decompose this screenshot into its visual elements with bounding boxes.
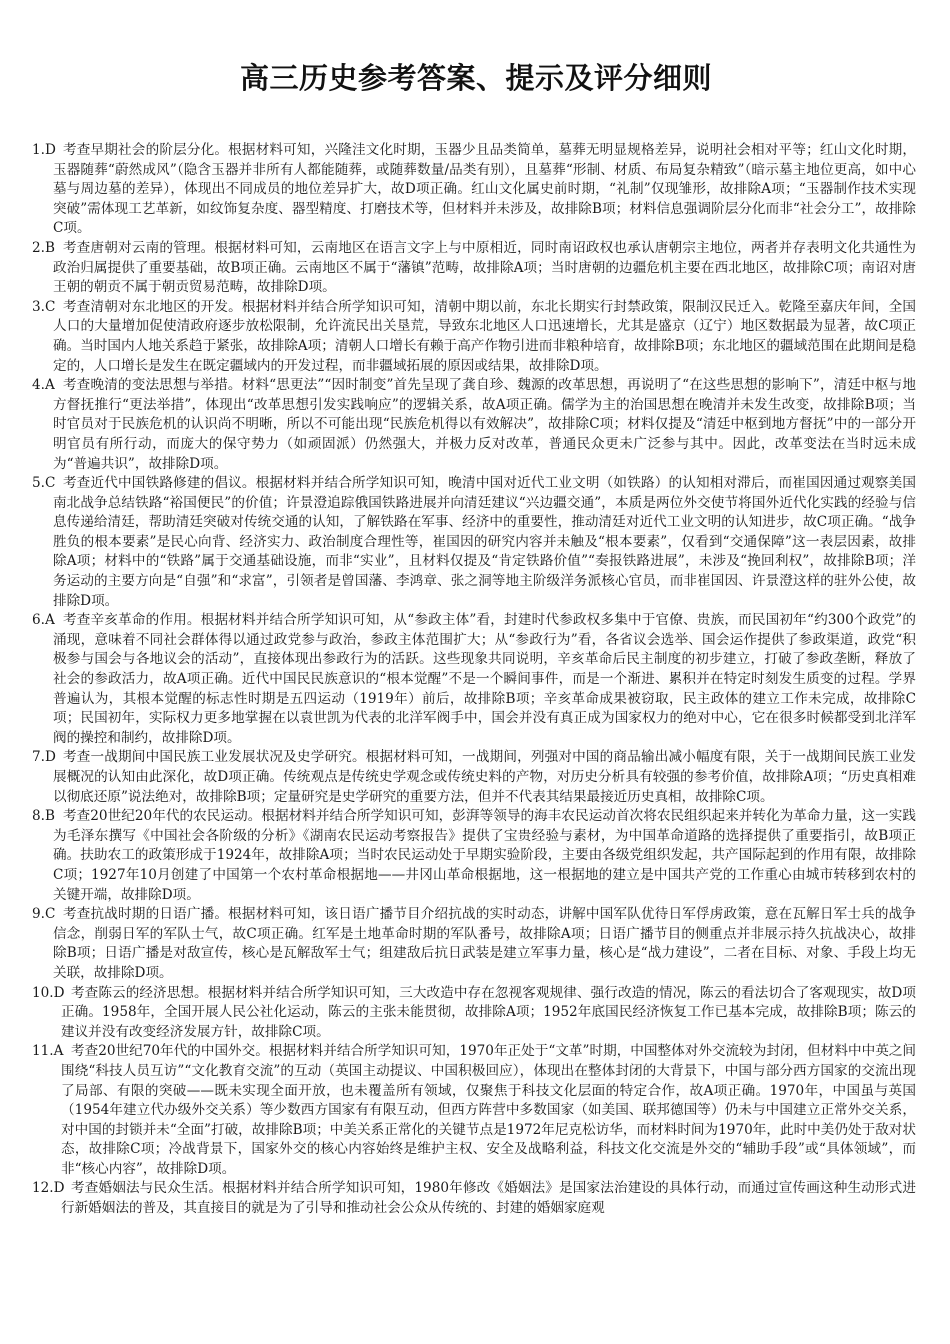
item-number: 11.A xyxy=(32,1043,64,1060)
item-number: 1.D xyxy=(32,142,56,158)
item-number: 9.C xyxy=(32,906,56,923)
item-answer: C xyxy=(44,906,56,923)
item-explanation: 考查早期社会的阶层分化。根据材料可知，兴隆洼文化时期，玉器少且品类简单，墓葬无明显规格差异，说明社会相对平等；红山文化时期，玉器随葬“蔚然成风”（隐含玉器并非所有人都能随葬，或随葬数量/品类有别），且墓葬“形制、材质、布局复杂精致”（暗示墓主地位更高，如中心墓与周边墓的差异），体现出不同成员的地位差异扩大，故D项正确。红山文化属史前时期，“礼制”仅现雏形，故排除A项；“玉器制作技术实现突破”需体现工艺革新，如纹饰复杂度、器型精度、打磨技术等，但材料并未涉及，故排除B项；材料信息强调阶层分化而非“社会分工”，故排除C项。 xyxy=(53,142,916,237)
item-answer: D xyxy=(53,984,65,1001)
item-answer: D xyxy=(44,749,56,766)
item-explanation: 考查清朝对东北地区的开发。根据材料并结合所学知识可知，清朝中期以前，东北长期实行封禁政策，限制汉民迁入。乾隆至嘉庆年间，全国人口的大量增加促使清政府逐步放松限制，允许流民出关垦荒，导致东北地区人口迅速增长，尤其是盛京（辽宁）地区数据最为显著，故C项正确。当时国内人地关系趋于紧张，故排除A项；清朝人口增长有赖于高产作物引进而非粮种培育，故排除B项；东北地区的疆域范围在此期间是稳定的，人口增长是发生在既定疆域内的开发过程，而非疆域拓展的原因或结果，故排除D项。 xyxy=(53,298,916,374)
answer-item-2 xyxy=(32,239,916,298)
item-answer: D xyxy=(44,142,56,158)
item-explanation: 考查辛亥革命的作用。根据材料并结合所学知识可知，从“参政主体”看，封建时代参政权多集中于官僚、贵族，而民国初年“约300个政党”的涌现，意味着不同社会群体得以通过政党参与政治，参政主体范围扩大；从“参政行为”看，各省议会选举、国会运作提供了参政渠道，政党“积极参与国会与各地议会的活动”，直接体现出参政行为的活跃。这些现象共同说明，辛亥革命后民主制度的初步建立，打破了参政垄断，释放了社会的参政活力，故A项正确。近代中国民民族意识的“根本觉醒”不是一个瞬间事件，而是一个渐进、累积并在特定时刻发生质变的过程。学界普遍认为，其根本觉醒的标志性时期是五四运动（1919年）前后，故排除B项；辛亥革命成果被窃取，民主政体的建立工作未完成，故排除C项；民国初年，实际权力更多地掌握在以袁世凯为代表的北洋军阀手中，国会并没有真正成为国家权力的绝对中心，它在很多时候都受到北洋军阀的操控和制约，故排除D项。 xyxy=(53,612,916,746)
page-title: 高三历史参考答案、提示及评分细则 xyxy=(239,61,712,95)
item-explanation: 考查20世纪70年代的中国外交。根据材料并结合所学知识可知，1970年正处于“文革”时期，中国整体对外交流较为封闭，但材料中中英之间围绕“科技人员互访”“文化教育交流”的互动（英国主动提议、中国积极回应），体现出在整体封闭的大背景下，中国与部分西方国家的交流出现了局部、有限的突破——既未实现全面开放，也未覆盖所有领域，仅聚焦于科技文化层面的特定合作，故A项正确。1970年，中国虽与英国（1954年建立代办级外交关系）等少数西方国家有有限互动，但西方阵营中多数国家（如美国、联邦德国等）仍未与中国建立正常外交关系，对中国的封锁并未“全面”打破，故排除B项；中美关系正常化的关键节点是1972年尼克松访华，而材料时间为1970年，此时中美仍处于敌对状态，故排除C项；冷战背景下，国家外交的核心内容始终是维护主权、安全及战略利益，科技文化交流是外交的“辅助手段”或“具体领域”，而非“核心内容”，故排除D项。 xyxy=(61,1043,916,1177)
item-number: 6.A xyxy=(32,612,55,629)
item-number: 4.A xyxy=(32,377,55,394)
item-answer: A xyxy=(53,1043,64,1060)
item-number: 3.C xyxy=(32,298,56,315)
item-number: 12.D xyxy=(32,1180,65,1197)
item-number: 10.D xyxy=(32,984,65,1001)
answer-item-3 xyxy=(32,298,916,376)
item-answer: B xyxy=(44,239,55,256)
answer-item-5 xyxy=(32,474,916,611)
answer-item-9 xyxy=(32,905,916,983)
answer-item-10 xyxy=(32,984,916,1043)
item-number: 2.B xyxy=(32,239,55,256)
item-explanation: 考查抗战时期的日语广播。根据材料可知，该日语广播节目介绍抗战的实时动态，讲解中国军队优待日军俘虏政策，意在瓦解日军士兵的战争信念，削弱日军的军队士气，故C项正确。红军是土地革命时期的军队番号，故排除A项；日语广播节目的侧重点并非展示持久抗战决心，故排除B项；日语广播是对敌宣传，核心是瓦解敌军士气；组建敌后抗日武装是建立军事力量，核心是“战力建设”，二者在目标、对象、手段上均无关联，故排除D项。 xyxy=(53,906,916,981)
answer-item-6 xyxy=(32,611,916,748)
item-explanation: 考查婚姻法与民众生活。根据材料并结合所学知识可知，1980年修改《婚姻法》是国家法治建设的具体行动，而通过宣传画这种生动形式进行新婚姻法的普及，其直接目的就是为了引导和推动社会公众从传统的、封建的婚姻家庭观 xyxy=(61,1180,916,1217)
item-answer: A xyxy=(44,377,55,394)
item-number: 8.B xyxy=(32,808,55,825)
item-answer: C xyxy=(44,298,56,315)
item-answer: C xyxy=(44,475,56,492)
item-answer: A xyxy=(44,612,55,629)
item-number: 5.C xyxy=(32,475,56,492)
item-explanation: 考查唐朝对云南的管理。根据材料可知，云南地区在语言文字上与中原相近，同时南诏政权也承认唐朝宗主地位，两者并存表明文化共通性为政治归属提供了重要基础，故B项正确。云南地区不属于“藩镇”范畴，故排除A项；当时唐朝的边疆危机主要在西北地区，故排除C项；南诏对唐王朝的朝贡不属于朝贡贸易范畴，故排除D项。 xyxy=(53,239,916,296)
answer-item-11 xyxy=(32,1042,916,1179)
item-explanation: 考查20世纪20年代的农民运动。根据材料并结合所学知识可知，彭湃等领导的海丰农民运动首次将农民组织起来并转化为革命力量，这一实践为毛泽东撰写《中国社会各阶级的分析》《湖南农民运动考察报告》提供了宝贵经验与素材，为中国革命道路的选择提供了重要指引，故B项正确。扶助农工的政策形成于1924年，故排除A项；当时农民运动处于早期实验阶段，主要由各级党组织发起，共产国际起到的作用有限，故排除C项；1927年10月创建了中国第一个农村革命根据地——井冈山革命根据地，这一根据地的建立是中国共产党的工作重心由城市转移到农村的关键开端，故排除D项。 xyxy=(53,808,916,903)
answer-item-7 xyxy=(32,748,916,807)
answer-item-4 xyxy=(32,376,916,474)
item-explanation: 考查一战期间中国民族工业发展状况及史学研究。根据材料可知，一战期间，列强对中国的商品输出减小幅度有限，关于一战期间民族工业发展概况的认知由此深化，故D项正确。传统观点是传统史学观念或传统史料的产物，对历史分析具有较强的参考价值，故排除A项；“历史真相难以彻底还原”说法绝对，故排除B项；定量研究是史学研究的重要方法，但并不代表其结果最接近历史真相，故排除C项。 xyxy=(53,749,916,805)
item-explanation: 考查陈云的经济思想。根据材料并结合所学知识可知，三大改造中存在忽视客观规律、强行改造的情况，陈云的看法切合了客观现实，故D项正确。1958年，全国开展人民公社化运动，陈云的主张未能贯彻，故排除A项；1952年底国民经济恢复工作已基本完成，故排除B项；陈云的建议并没有改变经济发展方针，故排除C项。 xyxy=(61,984,916,1040)
item-explanation: 考查晚清的变法思想与举措。材料“思更法”“因时制变”首先呈现了龚自珍、魏源的改革思想，再说明了“在这些思想的影响下”，清廷中枢与地方督抚推行“更法举措”，体现出“改革思想引发实践响应”的逻辑关系，故A项正确。儒学为主的治国思想在晚清并未发生改变，故排除B项；当时官员对于民族危机的认识尚不明晰，所以不可能出现“民族危机得以有效解决”，故排除C项；材料仅提及“清廷中枢到地方督抚”中的一部分开明官员有所行动，而庞大的保守势力（如顽固派）仍然强大，并极力反对改革，普通民众更未广泛参与其中。因此，改革变法在当时远未成为“普遍共识”，故排除D项。 xyxy=(53,377,916,472)
item-answer: D xyxy=(53,1180,65,1197)
item-answer: B xyxy=(44,808,55,825)
answer-item-1 xyxy=(32,141,916,239)
item-number: 7.D xyxy=(32,749,56,766)
item-explanation: 考查近代中国铁路修建的倡议。根据材料并结合所学知识可知，晚清中国对近代工业文明（如铁路）的认知相对滞后，而崔国因通过观察美国南北战争总结铁路“裕国便民”的价值；许景澄追踪俄国铁路进展并向清廷建议“兴边疆交通”，本质是两位外交使节将国外近代化实践的经验与信息传递给清廷，帮助清廷突破对传统交通的认知，了解铁路在军事、经济中的重要性，推动清廷对近代工业文明的认知进步，故C项正确。“战争胜负的根本要素”是民心向背、经济实力、政治制度合理性等，崔国因的研究内容并未触及“根本要素”，仅看到“交通保障”这一表层因素，故排除A项；材料中的“铁路”属于交通基础设施，而非“实业”，且材料仅提及“肯定铁路价值”“奏报铁路进展”，未涉及“挽回利权”，故排除B项；洋务运动的主要方向是“自强”和“求富”，引领者是曾国藩、李鸿章、张之洞等地主阶级洋务派核心官员，而非崔国因、许景澄这样的驻外公使，故排除D项。 xyxy=(53,475,916,609)
answer-list xyxy=(32,141,916,1219)
answer-item-12 xyxy=(32,1179,916,1218)
answer-item-8 xyxy=(32,807,916,905)
